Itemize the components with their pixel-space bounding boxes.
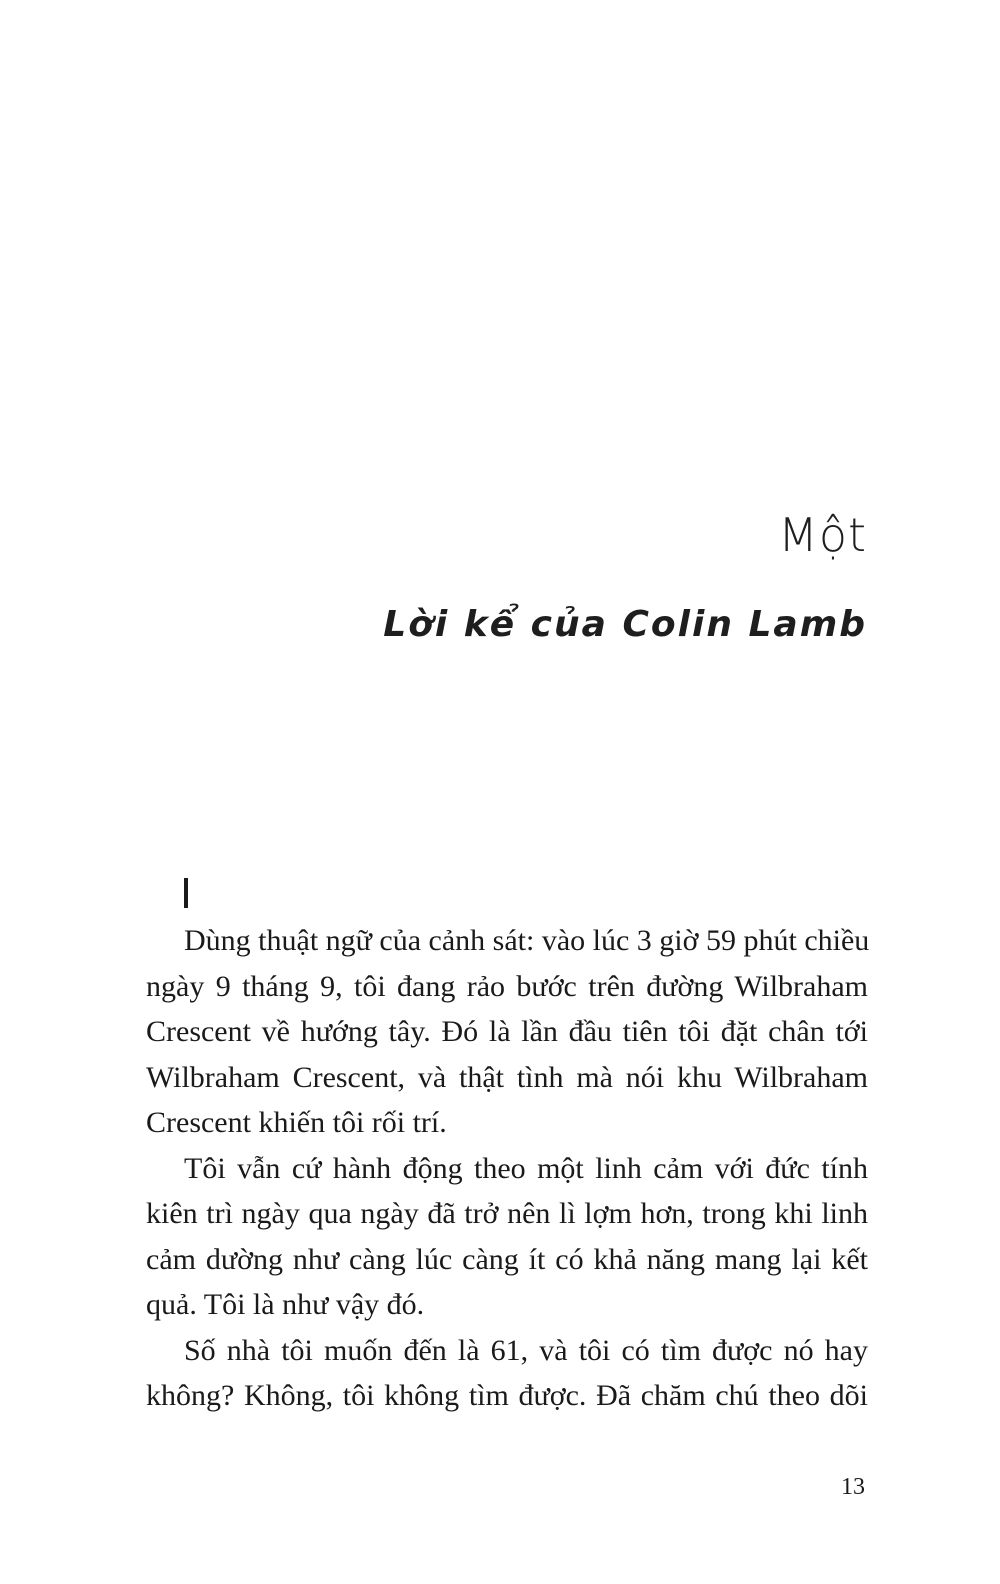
body-text	[146, 918, 868, 1419]
chapter-subtitle: Lời kể của Colin Lamb	[383, 604, 867, 645]
body-line: Dùng thuật ngữ của cảnh sát: vào lúc 3 giờ 59 phút chiều	[184, 924, 870, 957]
body-line: ngày 9 tháng 9, tôi đang rảo bước trên đường Wilbraham	[146, 969, 868, 1003]
body-line: Crescent về hướng tây. Đó là lần đầu tiên tôi đặt chân tới	[146, 1015, 868, 1048]
body-line: kiên trì ngày qua ngày đã trở nên lì lợm hơn, trong khi linh	[146, 1197, 868, 1230]
body-line: Số nhà tôi muốn đến là 61, và tôi có tìm được nó hay	[184, 1333, 868, 1367]
body-line: Wilbraham Crescent, và thật tình mà nói khu Wilbraham	[146, 1060, 868, 1094]
body-line: cảm dường như càng lúc càng ít có khả năng mang lại kết	[146, 1242, 868, 1276]
page-number: 13	[841, 1474, 865, 1500]
body-line: quả. Tôi là như vậy đó.	[146, 1288, 425, 1321]
body-line: không? Không, tôi không tìm được. Đã chăm chú theo dõi	[146, 1379, 868, 1412]
section-number-mark	[184, 878, 188, 908]
chapter-number-title: Một	[778, 508, 867, 562]
body-line: Tôi vẫn cứ hành động theo một linh cảm với đức tính	[184, 1151, 868, 1185]
body-line: Crescent khiến tôi rối trí.	[146, 1106, 447, 1139]
